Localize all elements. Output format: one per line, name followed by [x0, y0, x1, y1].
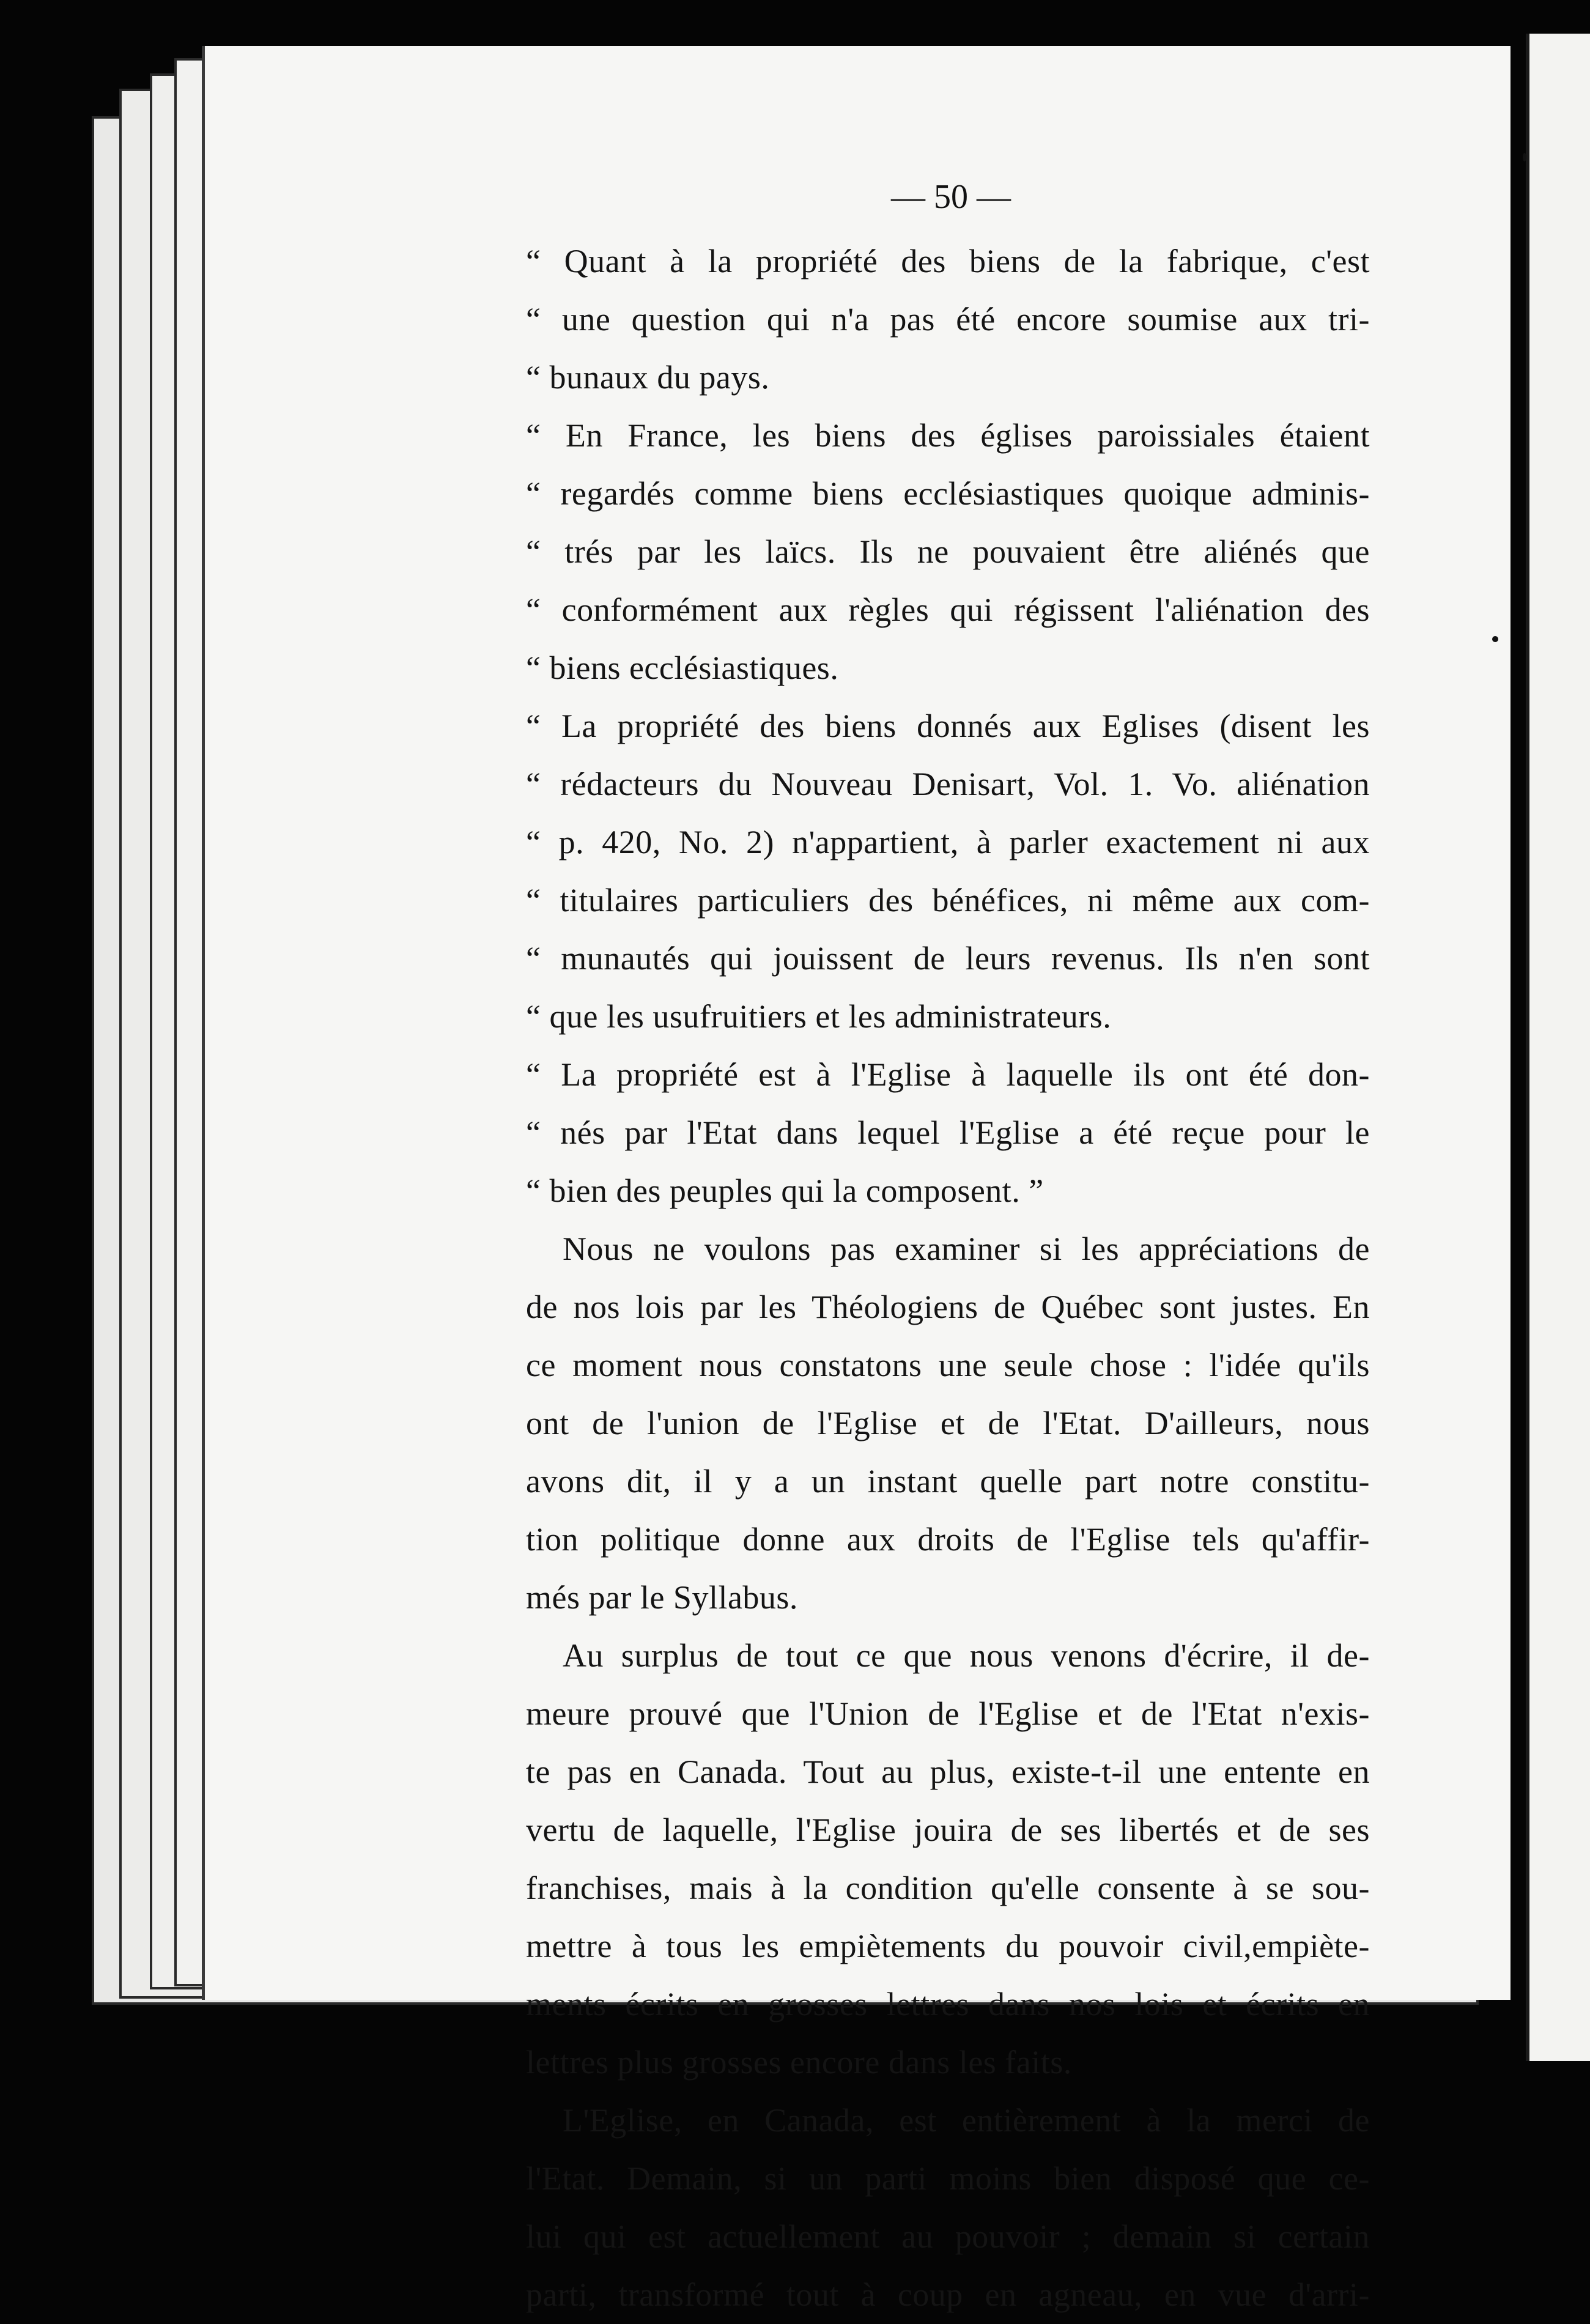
text-line: de nos lois par les Théologiens de Québec sont justes. En [526, 1289, 1370, 1325]
text-line: franchises, mais à la condition qu'elle consente à se sou- [526, 1870, 1370, 1906]
text-line: “ p. 420, No. 2) n'appartient, à parler exactement ni aux [526, 824, 1370, 860]
scan-speck [1492, 636, 1498, 642]
text-line: Au surplus de tout ce que nous venons d'écrire, il de- [563, 1637, 1370, 1674]
text-line: vertu de laquelle, l'Eglise jouira de ses libertés et de ses [526, 1811, 1370, 1848]
text-line: “ La propriété des biens donnés aux Eglises (disent les [526, 708, 1370, 744]
text-line: lui qui est actuellement au pouvoir ; demain si certain [526, 2218, 1370, 2255]
text-line: “ Quant à la propriété des biens de la fabrique, c'est [526, 243, 1370, 279]
text-line: “ rédacteurs du Nouveau Denisart, Vol. 1. Vo. aliénation [526, 766, 1370, 802]
text-line: te pas en Canada. Tout au plus, existe-t-il une entente en [526, 1753, 1370, 1790]
text-line: “ bien des peuples qui la composent. ” [526, 1172, 1044, 1209]
text-line: “ munautés qui jouissent de leurs revenus. Ils n'en sont [526, 940, 1370, 977]
text-line: parti, transformé tout à coup en agneau, en vue d'arri- [526, 2276, 1370, 2313]
text-line: Nous ne voulons pas examiner si les appréciations de [563, 1230, 1370, 1267]
page-number: — 50 — [891, 178, 1011, 216]
text-line: tion politique donne aux droits de l'Eglise tels qu'affir- [526, 1521, 1370, 1558]
text-line: ce moment nous constatons une seule chose : l'idée qu'ils [526, 1347, 1370, 1383]
text-line: “ biens ecclésiastiques. [526, 649, 839, 686]
page-body-text [526, 232, 1370, 2324]
text-line: l'Etat. Demain, si un parti moins bien disposé que ce- [526, 2160, 1370, 2197]
text-line: ments écrits en grosses lettres dans nos lois et écrits en [526, 1986, 1370, 2022]
text-line: avons dit, il y a un instant quelle part notre constitu- [526, 1463, 1370, 1500]
text-line: meure prouvé que l'Union de l'Eglise et de l'Etat n'exis- [526, 1695, 1370, 1732]
facing-page-edge [1526, 34, 1590, 2061]
scan-speck [1523, 153, 1526, 161]
text-line: “ regardés comme biens ecclésiastiques quoique adminis- [526, 475, 1370, 512]
text-line: “ La propriété est à l'Eglise à laquelle ils ont été don- [526, 1056, 1370, 1093]
text-line: “ que les usufruitiers et les administrateurs. [526, 998, 1112, 1035]
text-line: mettre à tous les empiètements du pouvoir civil,empiète- [526, 1928, 1370, 1964]
text-line: “ une question qui n'a pas été encore soumise aux tri- [526, 301, 1370, 338]
text-line: “ nés par l'Etat dans lequel l'Eglise a été reçue pour le [526, 1114, 1370, 1151]
text-line: L'Eglise, en Canada, est entièrement à la merci de [563, 2102, 1370, 2139]
text-line: “ titulaires particuliers des bénéfices, ni même aux com- [526, 882, 1370, 919]
text-line: “ trés par les laïcs. Ils ne pouvaient être aliénés que [526, 533, 1370, 570]
text-line: lettres plus grosses encore dans les faits. [526, 2044, 1072, 2081]
text-line: ont de l'union de l'Eglise et de l'Etat. D'ailleurs, nous [526, 1405, 1370, 1441]
text-line: “ bunaux du pays. [526, 359, 770, 396]
text-line: “ conformément aux règles qui régissent l'aliénation des [526, 591, 1370, 628]
text-line: més par le Syllabus. [526, 1579, 798, 1616]
text-line: “ En France, les biens des églises paroissiales étaient [526, 417, 1370, 454]
